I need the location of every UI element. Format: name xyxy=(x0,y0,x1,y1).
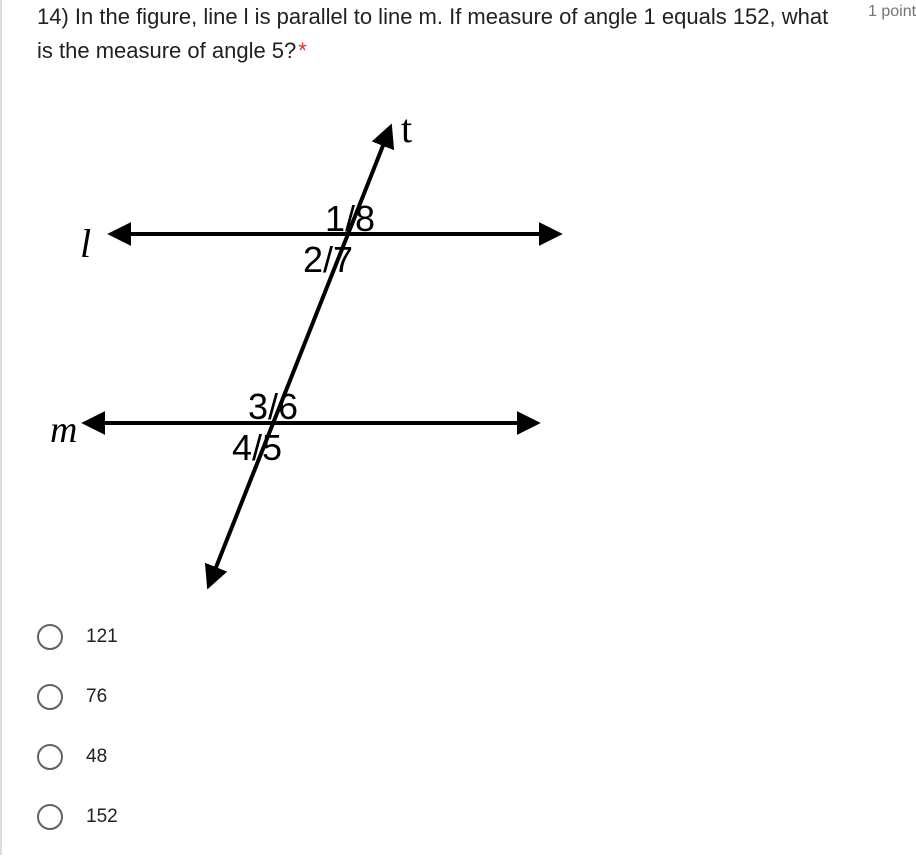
line-m-label: m xyxy=(50,409,78,451)
transversal-label: t xyxy=(401,106,413,151)
radio-button[interactable] xyxy=(37,624,63,650)
question-text: 14) In the figure, line l is parallel to line m. If measure of angle 1 equals 152, what is the measure of angle 5? xyxy=(37,4,829,63)
option-48[interactable] xyxy=(37,738,437,798)
points-value: 1 point xyxy=(868,3,916,20)
answer-options xyxy=(37,618,437,858)
angle-labels-1-8: 1/8 xyxy=(325,198,376,239)
angle-labels-3-6: 3/6 xyxy=(248,386,299,427)
transversal-t xyxy=(209,128,390,585)
radio-button[interactable] xyxy=(37,804,63,830)
radio-button[interactable] xyxy=(37,744,63,770)
angle-labels-2-7: 2/7 xyxy=(303,239,354,280)
option-121[interactable] xyxy=(37,618,437,678)
required-asterisk: * xyxy=(298,38,307,63)
option-label: 152 xyxy=(86,806,118,827)
option-152[interactable] xyxy=(37,798,437,858)
option-label: 76 xyxy=(86,686,108,707)
angle-labels-4-5: 4/5 xyxy=(232,427,283,468)
radio-button[interactable] xyxy=(37,684,63,710)
option-76[interactable] xyxy=(37,678,437,738)
line-l-label: l xyxy=(80,221,92,266)
option-label: 121 xyxy=(86,626,118,647)
option-label: 48 xyxy=(86,746,108,767)
